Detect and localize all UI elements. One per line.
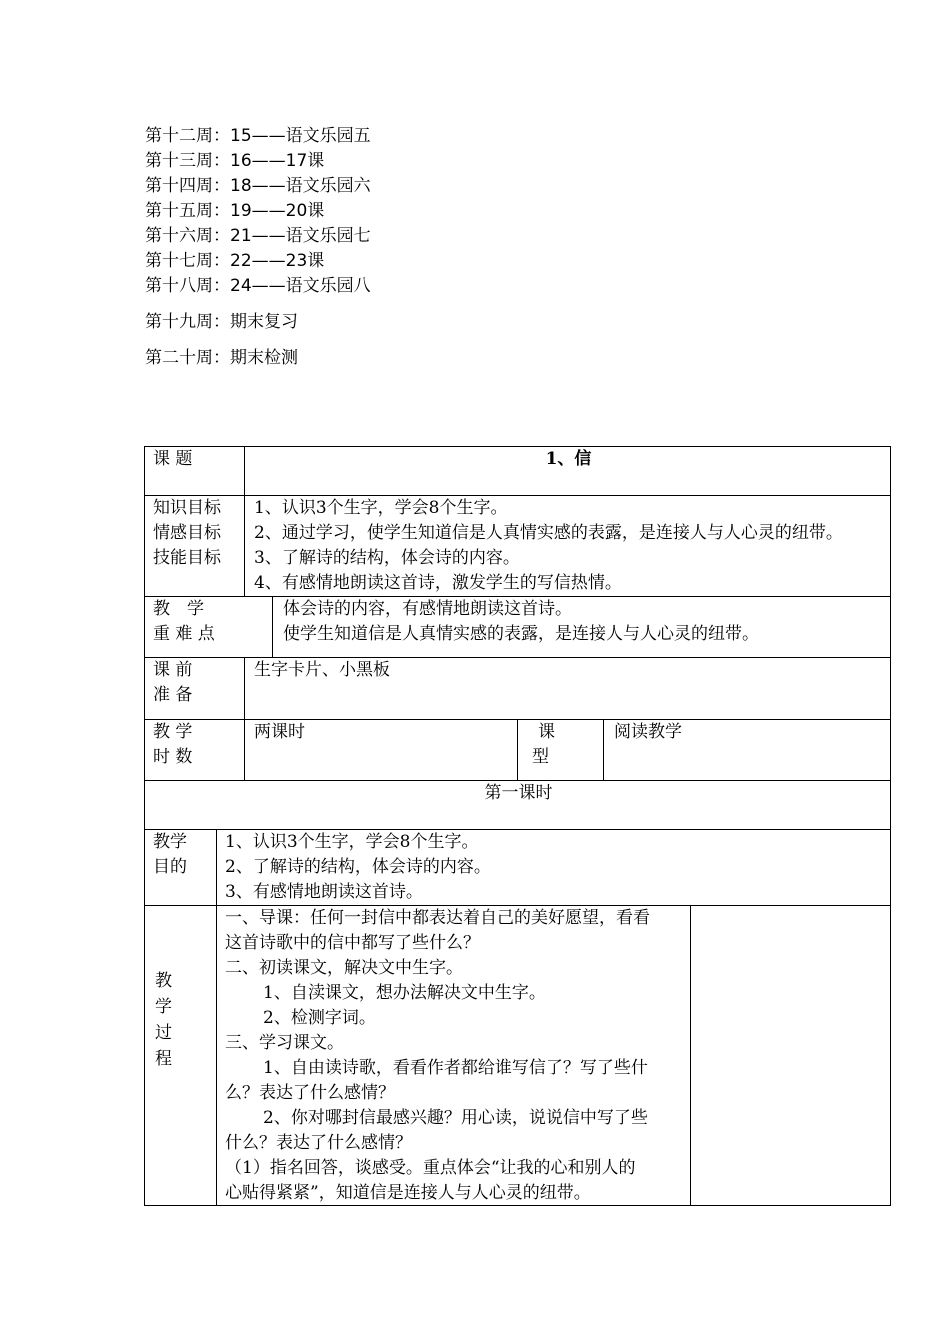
lesson-range: 21—— [230,226,286,246]
topic-label: 课 题 [153,449,193,469]
schedule-line [145,174,371,199]
schedule-line [145,224,371,249]
keypoint-item: 体会诗的内容，有感情地朗读这首诗。 [283,599,572,619]
week-label: 第十八周： [145,276,230,296]
schedule-line [145,124,371,149]
week-label: 第十七周： [145,251,230,271]
process-line: 心贴得紧紧”，知道信是连接人与人心灵的纽带。 [225,1183,591,1203]
process-cell [216,905,691,1206]
aim-item: 1、认识3个生字，学会8个生字。 [225,832,479,852]
process-label: 学 [155,997,172,1017]
process-line: 1、自渎课文，想办法解决文中生字。 [263,983,546,1003]
prep-label-cell [144,657,245,720]
schedule-line [145,149,371,174]
week-content: 语文乐园六 [285,176,371,196]
week-label: 第十三周： [145,151,230,171]
process-line: 一、导课：任何一封信中都表达着自己的美好愿望，看看 [225,908,650,928]
lesson-range: 19——20 [230,201,308,221]
week-content: 期末复习 [230,312,298,332]
hours-label: 教 学 [153,722,193,742]
process-label-cell [144,905,217,1206]
lesson-plan-table [144,446,891,1206]
keypoints-cell [272,596,891,658]
topic-cell [244,446,891,496]
week-label: 第十六周： [145,226,230,246]
keypoints-label: 重 难 点 [153,624,215,644]
goals-label-cell [144,495,245,597]
hours-label-cell [144,719,245,781]
hours-cell [244,719,518,781]
topic-label-cell [144,446,245,496]
week-content: 期末检测 [230,348,298,368]
lesson-range: 24—— [230,276,286,296]
week-label: 第十四周： [145,176,230,196]
goal-item: 4、有感情地朗读这首诗，激发学生的写信热情。 [254,573,622,593]
period-cell [144,780,891,830]
process-line: 二、初读课文，解决文中生字。 [225,958,463,978]
week-label: 第十二周： [145,126,230,146]
goals-cell [244,495,891,597]
week-content: 语文乐园八 [285,276,371,296]
week-label: 第二十周： [145,348,230,368]
prep-materials: 生字卡片、小黑板 [254,660,390,680]
process-line: 1、自由读诗歌，看看作者都给谁写信了？写了些什 [263,1058,648,1078]
lesson-title: 1、信 [545,449,592,469]
type-label: 课 [538,722,555,742]
schedule-list [145,124,371,371]
aims-label: 教学 [153,832,187,852]
aims-label: 目的 [153,857,187,877]
process-line: 2、检测字词。 [263,1008,376,1028]
lesson-range: 22——23 [230,251,308,271]
week-content: 课 [307,251,325,271]
process-line: （1）指名回答，谈感受。重点体会“让我的心和别人的 [225,1158,636,1178]
hours-label: 时 数 [153,747,193,767]
week-label: 第十五周： [145,201,230,221]
type-label: 型 [532,747,549,767]
week-content: 课 [307,151,325,171]
week-content: 语文乐园七 [285,226,371,246]
aim-item: 2、了解诗的结构，体会诗的内容。 [225,857,491,877]
process-label: 过 [155,1023,172,1043]
type-cell [603,719,891,781]
lesson-range: 15—— [230,126,286,146]
keypoint-item: 使学生知道信是人真情实感的表露，是连接人与人心灵的纽带。 [283,624,759,644]
prep-cell [244,657,891,720]
goal-item: 2、通过学习，使学生知道信是人真情实感的表露，是连接人与人心灵的纽带。 [254,523,843,543]
hours-value: 两课时 [254,722,305,742]
process-label: 程 [155,1049,172,1069]
process-line: 什么？表达了什么感情？ [225,1133,412,1153]
notes-cell [690,905,891,1206]
prep-label: 课 前 [153,660,193,680]
process-line: 这首诗歌中的信中都写了些什么？ [225,933,480,953]
period-title: 第一课时 [484,783,553,803]
week-label: 第十九周： [145,312,230,332]
goal-item: 1、认识3个生字，学会8个生字。 [254,498,508,518]
lesson-range: 18—— [230,176,286,196]
schedule-line [145,310,371,335]
aims-label-cell [144,829,217,906]
goal-label: 情感目标 [153,523,221,543]
aims-cell [216,829,891,906]
goal-label: 技能目标 [153,548,221,568]
lesson-range: 16——17 [230,151,308,171]
process-line: 么？表达了什么感情？ [225,1083,395,1103]
keypoints-label: 教 学 [153,599,204,619]
process-line: 三、学习课文。 [225,1033,344,1053]
type-value: 阅读教学 [614,722,682,742]
week-content: 课 [307,201,325,221]
process-label: 教 [155,971,172,991]
keypoints-label-cell [144,596,273,658]
process-line: 2、你对哪封信最感兴趣？用心读，说说信中写了些 [263,1108,648,1128]
type-label-cell [517,719,604,781]
goal-item: 3、了解诗的结构，体会诗的内容。 [254,548,520,568]
schedule-line [145,199,371,224]
schedule-line [145,274,371,299]
prep-label: 准 备 [153,685,193,705]
aim-item: 3、有感情地朗读这首诗。 [225,882,423,902]
schedule-line [145,346,371,371]
goal-label: 知识目标 [153,498,221,518]
week-content: 语文乐园五 [285,126,371,146]
schedule-line [145,249,371,274]
